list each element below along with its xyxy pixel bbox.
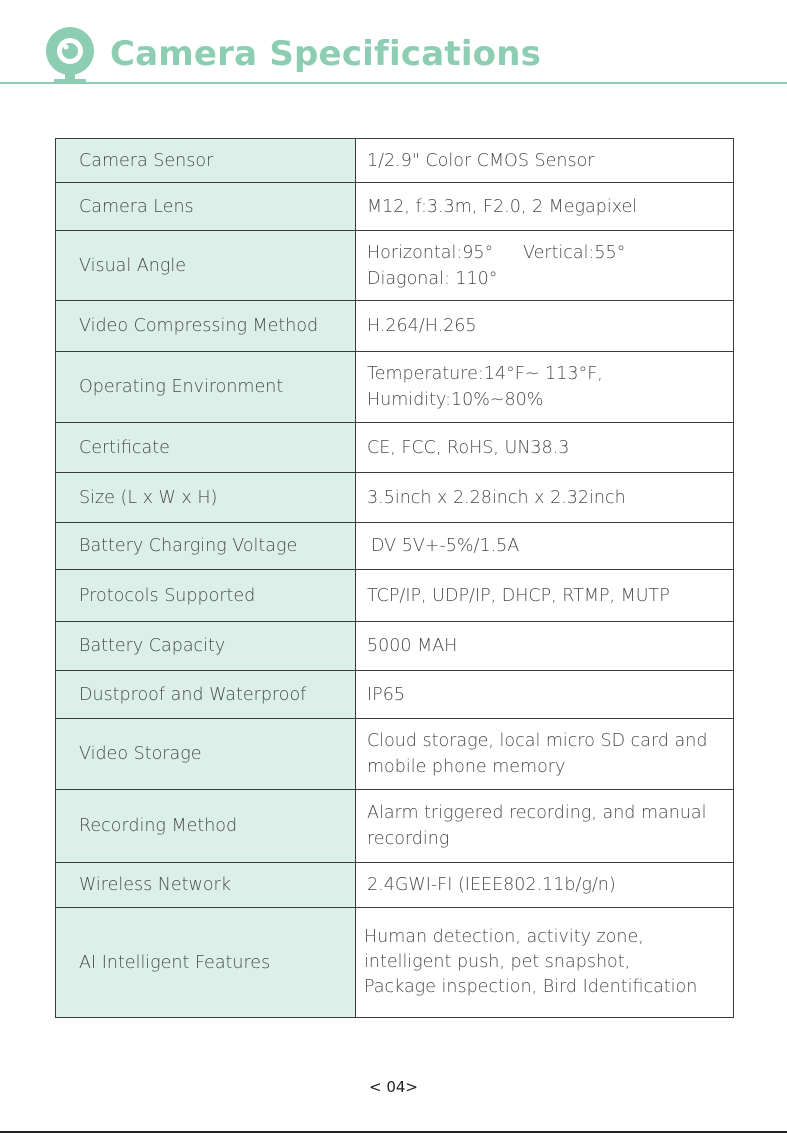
camera-icon [44, 26, 96, 84]
spec-value: 1/2.9" Color CMOS Sensor [356, 139, 734, 183]
spec-value: TCP/IP, UDP/IP, DHCP, RTMP, MUTP [356, 570, 734, 622]
table-row [56, 671, 734, 719]
table-row [56, 301, 734, 352]
spec-value: 2.4GWI-FI (IEEE802.11b/g/n) [356, 863, 734, 908]
spec-value: IP65 [356, 671, 734, 719]
spec-label: Recording Method [56, 790, 356, 863]
spec-value: M12, f:3.3m, F2.0, 2 Megapixel [356, 183, 734, 231]
table-row [56, 231, 734, 301]
table-row [56, 790, 734, 863]
table-row [56, 183, 734, 231]
table-row [56, 622, 734, 671]
page-number: < 04> [369, 1078, 418, 1096]
table-row [56, 863, 734, 908]
table-row [56, 523, 734, 570]
spec-label: Battery Charging Voltage [56, 523, 356, 570]
spec-label: Certificate [56, 423, 356, 473]
spec-value [356, 790, 734, 863]
spec-value [356, 908, 734, 1018]
spec-value [356, 231, 734, 301]
recording-line-1: Alarm triggered recording, and manual [367, 803, 707, 823]
spec-label: Protocols Supported [56, 570, 356, 622]
spec-label: Battery Capacity [56, 622, 356, 671]
spec-label: Video Storage [56, 719, 356, 790]
spec-value: H.264/H.265 [356, 301, 734, 352]
table-row [56, 570, 734, 622]
spec-label: AI Intelligent Features [56, 908, 356, 1018]
spec-value [356, 352, 734, 423]
footer-divider [0, 1131, 787, 1133]
spec-label: Visual Angle [56, 231, 356, 301]
diagonal-angle: Diagonal: 110° [367, 268, 498, 289]
header-divider [0, 82, 787, 84]
specifications-table [55, 138, 734, 1018]
spec-value: 3.5inch x 2.28inch x 2.32inch [356, 473, 734, 523]
spec-value: CE, FCC, RoHS, UN38.3 [356, 423, 734, 473]
visual-angle-line [367, 240, 725, 266]
table-row [56, 473, 734, 523]
storage-line-1: Cloud storage, local micro SD card and [367, 731, 708, 751]
page-header [0, 0, 787, 90]
spec-label: Camera Sensor [56, 139, 356, 183]
table-row [56, 139, 734, 183]
spec-label: Wireless Network [56, 863, 356, 908]
table-row [56, 423, 734, 473]
spec-label: Video Compressing Method [56, 301, 356, 352]
page-title: Camera Specifications [110, 34, 542, 74]
ai-feature-line-1: Human detection, activity zone, [364, 927, 644, 947]
spec-value: 5000 MAH [356, 622, 734, 671]
humidity-range: Humidity:10%~80% [367, 390, 544, 410]
spec-value [356, 719, 734, 790]
table-row [56, 352, 734, 423]
spec-value: DV 5V+-5%/1.5A [356, 523, 734, 570]
table-row [56, 719, 734, 790]
spec-label: Dustproof and Waterproof [56, 671, 356, 719]
recording-line-2: recording [367, 829, 450, 849]
spec-label: Camera Lens [56, 183, 356, 231]
horizontal-angle: Horizontal:95° [367, 242, 494, 263]
ai-feature-line-2: intelligent push, pet snapshot, [364, 952, 631, 972]
spec-label: Operating Environment [56, 352, 356, 423]
table-row [56, 908, 734, 1018]
spec-label: Size (L x W x H) [56, 473, 356, 523]
temperature-range: Temperature:14°F~ 113°F, [367, 364, 603, 384]
ai-feature-line-3: Package inspection, Bird Identification [364, 977, 698, 997]
vertical-angle: Vertical:55° [523, 242, 626, 263]
storage-line-2: mobile phone memory [367, 757, 566, 777]
